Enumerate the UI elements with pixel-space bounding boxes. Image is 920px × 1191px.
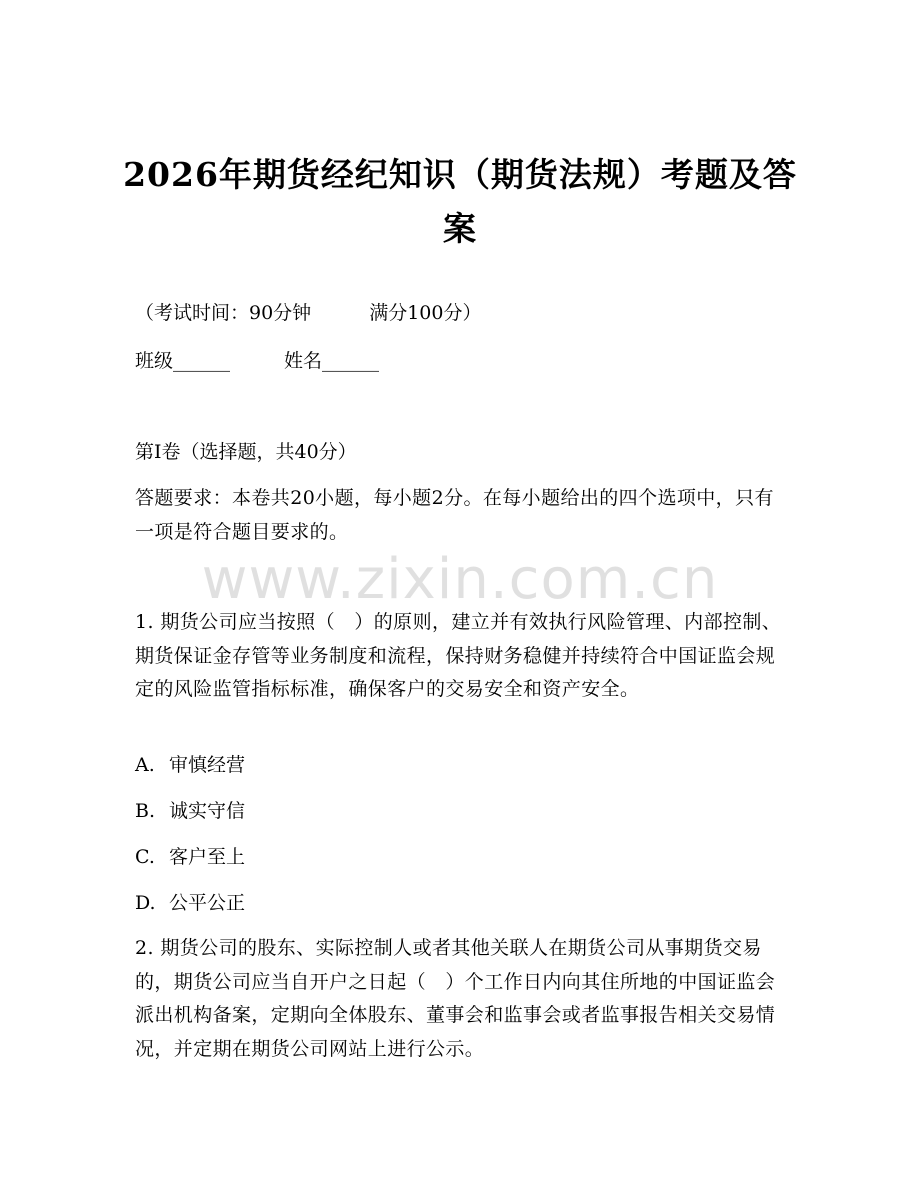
question-1-option-b (135, 796, 245, 826)
name-field: 姓名______ (284, 350, 380, 372)
full-score: 满分100分） (369, 302, 482, 324)
question-1-option-d (135, 888, 245, 918)
class-field: 班级______ (135, 350, 231, 372)
question-1-option-c (135, 842, 245, 872)
document-title: 2026年期货经纪知识（期货法规）考题及答案 (123, 155, 797, 248)
exam-time: （考试时间：90分钟 (135, 302, 312, 324)
instructions: 答题要求：本卷共20小题，每小题2分。在每小题给出的四个选项中，只有一项是符合题目要求的。 (135, 487, 774, 543)
option-text: 公平公正 (169, 892, 246, 914)
watermark: www.zixin.com.cn (201, 547, 719, 612)
option-text: 诚实守信 (169, 800, 246, 822)
section-header: 第I卷（选择题，共40分） (135, 441, 357, 463)
student-info-line (135, 345, 785, 378)
option-letter: A. (135, 754, 155, 776)
option-letter: B. (135, 800, 156, 822)
question-1-text: 1. 期货公司应当按照（ ）的原则，建立并有效执行风险管理、内部控制、期货保证金存管等业务制度和流程，保持财务稳健并持续符合中国证监会规定的风险监管指标标准，确保客户的交易安全和资产安全。 (135, 611, 782, 700)
option-letter: C. (135, 846, 155, 868)
question-1-option-a (135, 750, 245, 780)
option-letter: D. (135, 892, 156, 914)
option-text: 审慎经营 (169, 754, 246, 776)
option-text: 客户至上 (169, 846, 246, 868)
question-2-text: 2. 期货公司的股东、实际控制人或者其他关联人在期货公司从事期货交易的，期货公司应当自开户之日起（ ）个工作日内向其住所地的中国证监会派出机构备案，定期向全体股东、董事会和监事会或者监事报告相关交易情况，并定期在期货公司网站上进行公示。 (135, 937, 776, 1060)
exam-info-line (135, 297, 785, 330)
